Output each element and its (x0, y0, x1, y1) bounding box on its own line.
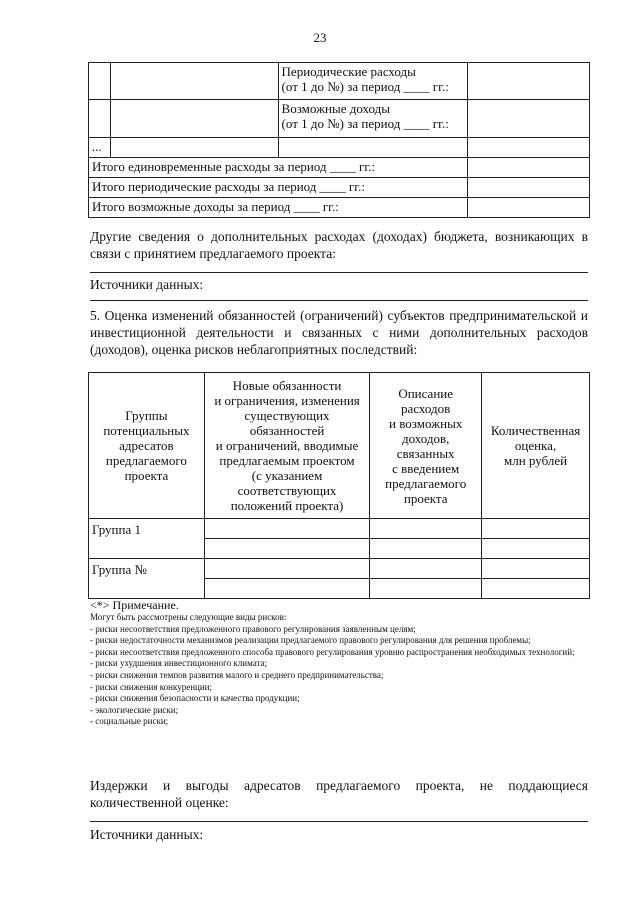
cell-value (468, 100, 590, 138)
cell-empty (482, 539, 590, 559)
note-line: - социальные риски; (90, 716, 169, 727)
cell-value (468, 138, 590, 158)
note-line: - экологические риски; (90, 704, 179, 715)
cell-empty (370, 519, 482, 539)
note-title: <*> Примечание. (90, 598, 179, 612)
cell-empty (482, 519, 590, 539)
costs-benefits-text: Издержки и выгоды адресатов предлагаемого проекта, не поддающиеся количественной оценке: (90, 778, 588, 810)
total-periodic-label: Итого периодические расходы за период ____ гг.: (89, 178, 468, 198)
cell-value (468, 178, 590, 198)
cell-empty (204, 559, 369, 579)
cell-empty (204, 539, 369, 559)
header-quantitative: Количественная оценка, млн рублей (482, 373, 590, 519)
fill-line (90, 300, 588, 301)
note-line: - риски несоответствия предложенного правового регулирования заявленным целям; (90, 623, 416, 634)
cell-empty (110, 138, 278, 158)
header-costs-description: Описание расходов и возможных доходов, связанных с введением предлагаемого проекта (370, 373, 482, 519)
header-new-obligations: Новые обязанности и ограничения, изменения существующих обязанностей и ограничений, вводимые предлагаемым проектом (с указанием соответствующих положений проекта) (204, 373, 369, 519)
cell-empty (89, 63, 111, 100)
group-n-label: Группа № (89, 559, 205, 599)
cell-value (468, 198, 590, 218)
other-info-text: Другие сведения о дополнительных расходах (доходах) бюджета, возникающих в связи с принятием предлагаемого проекта: (90, 229, 588, 261)
addressees-table (88, 372, 590, 599)
group-1-label: Группа 1 (89, 519, 205, 559)
note-line: - риски недостаточности механизмов реализации предлагаемого правового регулирования для решения проблемы; (90, 635, 531, 646)
cell-empty (204, 519, 369, 539)
sources-label-2: Источники данных: (90, 827, 204, 842)
periodic-expenses-label: Периодические расходы (от 1 до №) за период ____ гг.: (278, 63, 468, 100)
cell-empty (482, 579, 590, 599)
cell-value (468, 158, 590, 178)
note-line: - риски несоответствия предложенного способа правового регулирования уровню распространения необходимых технологий; (90, 646, 575, 657)
header-groups: Группы потенциальных адресатов предлагаемого проекта (89, 373, 205, 519)
total-onetime-label: Итого единовременные расходы за период ____ гг.: (89, 158, 468, 178)
fill-line (90, 821, 588, 822)
cell-empty (89, 100, 111, 138)
cell-empty (370, 579, 482, 599)
cell-empty (370, 559, 482, 579)
ellipsis-cell: ... (89, 138, 111, 158)
possible-income-label: Возможные доходы (от 1 до №) за период ____ гг.: (278, 100, 468, 138)
section-5-heading: 5. Оценка изменений обязанностей (ограничений) субъектов предпринимательской и инвестиционной деятельности и связанных с ними дополнительных расходов (доходов), оценка рисков неблагоприятных последствий: (90, 308, 588, 357)
note-line: Могут быть рассмотрены следующие виды рисков: (90, 612, 287, 622)
cell-empty (370, 539, 482, 559)
note-line: - риски снижения безопасности и качества продукции; (90, 693, 300, 704)
note-line: - риски снижения конкуренции; (90, 681, 212, 692)
page-number: 23 (313, 30, 327, 45)
note-line: - риски ухудшения инвестиционного климата; (90, 658, 268, 669)
cell-empty (110, 100, 278, 138)
cell-empty (204, 579, 369, 599)
sources-label-1: Источники данных: (90, 277, 204, 292)
budget-table (88, 62, 590, 218)
total-income-label: Итого возможные доходы за период ____ гг.: (89, 198, 468, 218)
fill-line (90, 272, 588, 273)
cell-empty (278, 138, 468, 158)
cell-empty (482, 559, 590, 579)
cell-empty (110, 63, 278, 100)
cell-value (468, 63, 590, 100)
risk-note (90, 599, 588, 728)
note-line: - риски снижения темпов развития малого и среднего предпринимательства; (90, 669, 384, 680)
